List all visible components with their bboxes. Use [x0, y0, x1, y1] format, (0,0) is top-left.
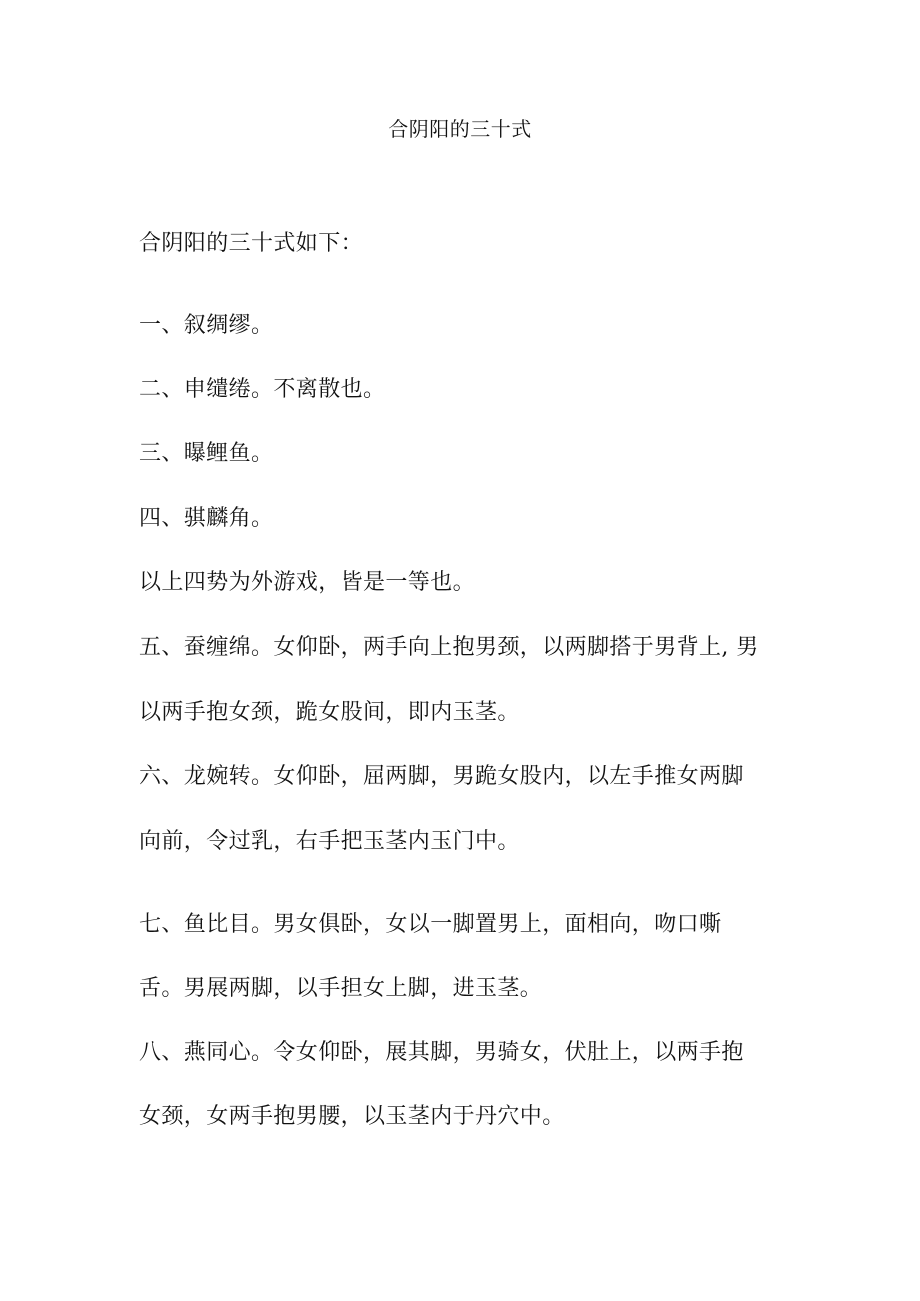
text-line: 向前，令过乳，右手把玉茎内玉门中。 [139, 829, 520, 854]
document-title: 合阴阳的三十式 [388, 117, 532, 141]
intro-line: 合阴阳的三十式如下： [139, 231, 364, 256]
text-line: 二、申缱绻。不离散也。 [139, 377, 386, 402]
text-line: 女颈，女两手抱男腰，以玉茎内于丹穴中。 [139, 1104, 565, 1129]
text-line: 七、鱼比目。男女俱卧，女以一脚置男上，面相向，吻口嘶 [139, 912, 722, 937]
text-line: 以两手抱女颈，跪女股间，即内玉茎。 [139, 700, 520, 725]
text-line: 八、燕同心。令女仰卧，展其脚，男骑女，伏肚上，以两手抱 [139, 1040, 744, 1065]
text-line: 以上四势为外游戏，皆是一等也。 [139, 570, 476, 595]
text-line: 四、骐麟角。 [139, 506, 274, 531]
text-line: 一、叙绸缪。 [139, 313, 274, 338]
text-line: 三、曝鲤鱼。 [139, 441, 274, 466]
text-line: 五、蚕缠绵。女仰卧，两手向上抱男颈，以两脚搭于男背上, 男 [139, 635, 759, 660]
text-line: 六、龙婉转。女仰卧，屈两脚，男跪女股内，以左手推女两脚 [139, 764, 744, 789]
text-line: 舌。男展两脚，以手担女上脚，进玉茎。 [139, 976, 543, 1001]
